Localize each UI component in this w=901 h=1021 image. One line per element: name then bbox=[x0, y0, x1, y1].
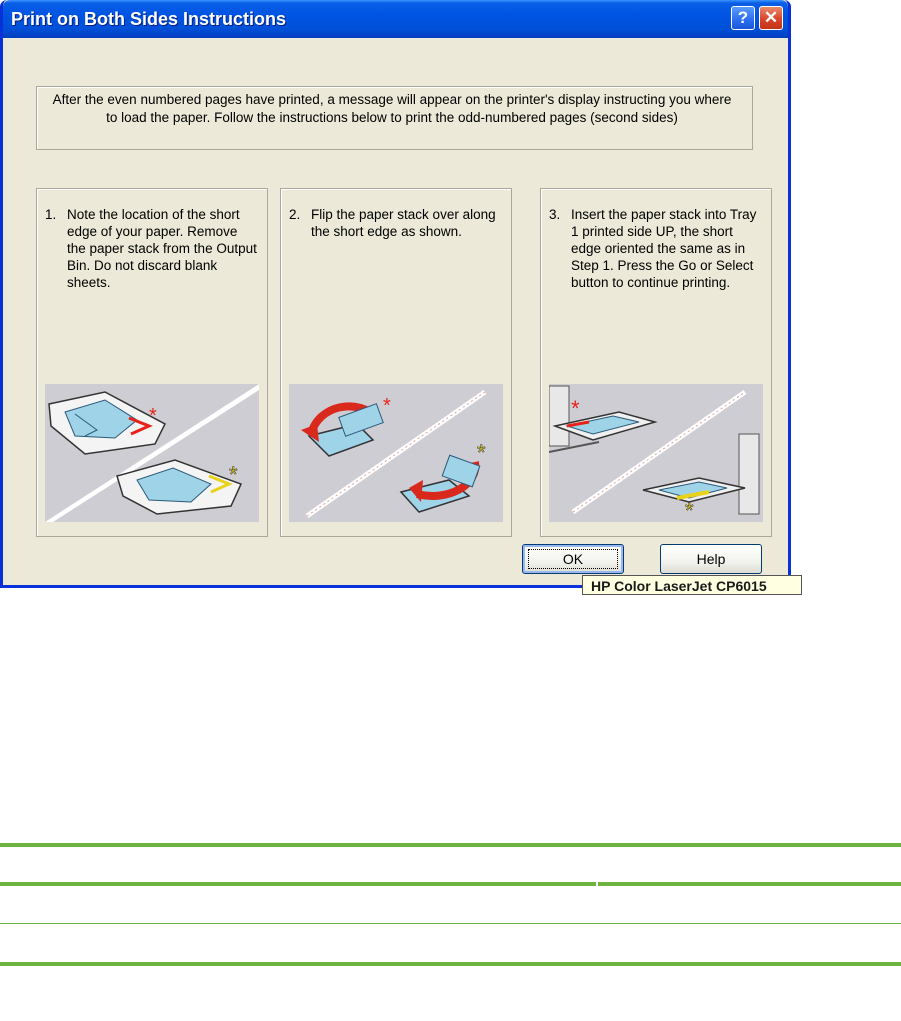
step-2-illustration bbox=[289, 384, 503, 522]
table-column-divider bbox=[596, 882, 598, 886]
remove-paper-stack-icon bbox=[45, 384, 259, 522]
intro-message: After the even numbered pages have printed, a message will appear on the printer's display instructing you where to load the paper. Follow the instructions below to print the odd-numbered pages (second sides) bbox=[52, 92, 732, 125]
ok-focus-rect bbox=[528, 549, 618, 569]
ok-button[interactable] bbox=[522, 544, 624, 574]
step-3-number: 3. bbox=[549, 207, 561, 222]
dialog-title: Print on Both Sides Instructions bbox=[11, 9, 287, 29]
step-1-illustration bbox=[45, 384, 259, 522]
step-2-panel bbox=[280, 188, 512, 537]
svg-text:*: * bbox=[685, 498, 694, 522]
step-3-text: Insert the paper stack into Tray 1 printed side UP, the short edge oriented the same as in Step 1. Press the Go or Select button to continue printing. bbox=[571, 207, 757, 290]
table-bottom-rule bbox=[0, 962, 901, 966]
step-3-panel bbox=[540, 188, 772, 537]
table-top-rule bbox=[0, 843, 901, 847]
close-icon[interactable]: ✕ bbox=[759, 6, 783, 30]
step-3-illustration bbox=[549, 384, 763, 522]
step-2-number: 2. bbox=[289, 207, 301, 222]
svg-text:*: * bbox=[571, 396, 580, 421]
table-row-rule bbox=[0, 923, 901, 924]
step-1-text: Note the location of the short edge of your paper. Remove the paper stack from the Output Bin. Do not discard blank sheets. bbox=[67, 207, 257, 290]
flip-paper-stack-icon bbox=[289, 384, 503, 522]
step-1-panel bbox=[36, 188, 268, 537]
help-button-label: Help bbox=[696, 551, 726, 567]
svg-text:*: * bbox=[383, 395, 391, 417]
ok-button-label: OK bbox=[562, 551, 584, 567]
intro-groupbox bbox=[36, 86, 753, 150]
step-1-number: 1. bbox=[45, 207, 57, 222]
table-header-rule bbox=[0, 882, 901, 886]
printer-tooltip: HP Color LaserJet CP6015 bbox=[582, 575, 802, 595]
svg-text:*: * bbox=[229, 462, 238, 487]
help-question-icon[interactable]: ? bbox=[731, 6, 755, 30]
title-bar[interactable] bbox=[3, 0, 788, 38]
step-2-text: Flip the paper stack over along the short edge as shown. bbox=[311, 207, 496, 239]
help-button[interactable] bbox=[660, 544, 762, 574]
insert-paper-tray-icon bbox=[549, 384, 763, 522]
svg-text:*: * bbox=[477, 440, 486, 465]
svg-text:*: * bbox=[149, 405, 157, 427]
